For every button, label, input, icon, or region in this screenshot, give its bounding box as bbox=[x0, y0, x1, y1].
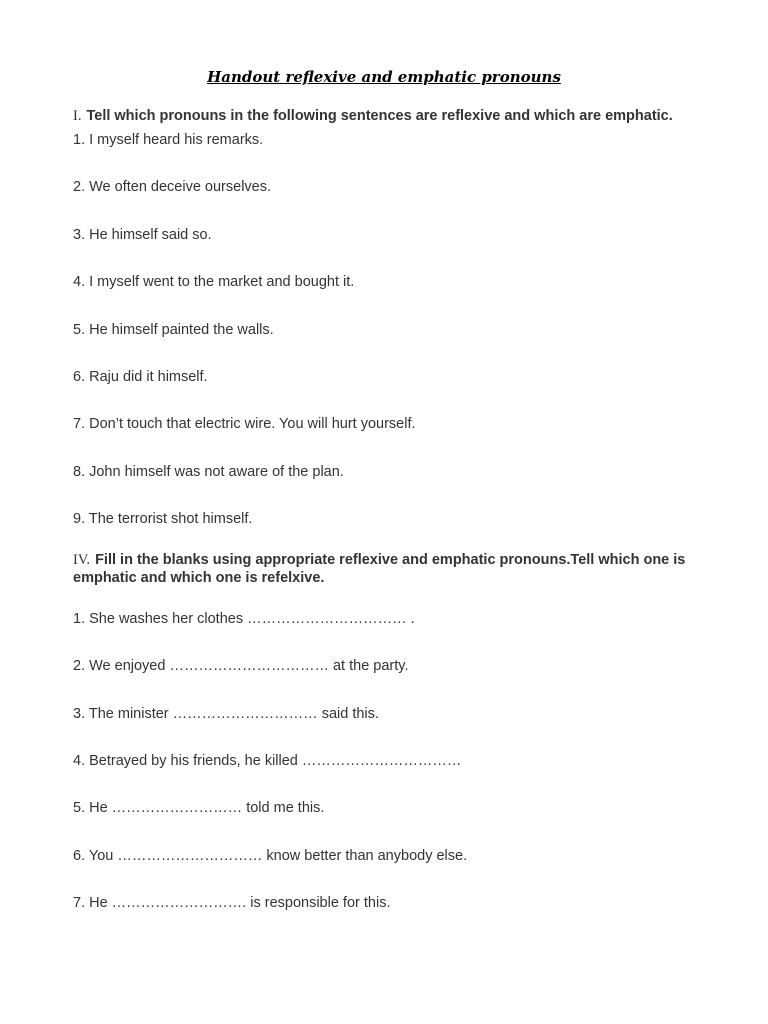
section-4-item: 1. She washes her clothes …………………………… . bbox=[73, 611, 415, 627]
page-title: Handout reflexive and emphatic pronouns bbox=[207, 68, 561, 86]
section-1-item: 2. We often deceive ourselves. bbox=[73, 179, 272, 195]
section-4-item: 3. The minister ………………………… said this. bbox=[73, 706, 379, 722]
section-4-instruction: Fill in the blanks using appropriate reflexive and emphatic pronouns.Tell which one is emphatic and which one is refelxive. bbox=[73, 552, 686, 586]
section-1-item: 6. Raju did it himself. bbox=[73, 369, 208, 385]
section-1-item: 1. I myself heard his remarks. bbox=[73, 132, 264, 148]
section-1-item: 7. Don’t touch that electric wire. You will hurt yourself. bbox=[73, 416, 416, 432]
section-1-item: 5. He himself painted the walls. bbox=[73, 322, 274, 338]
section-4-item: 6. You ………………………… know better than anybody else. bbox=[73, 848, 468, 864]
section-4-item: 7. He ………………………. is responsible for this. bbox=[73, 895, 391, 911]
section-1-item: 4. I myself went to the market and bought it. bbox=[73, 274, 355, 290]
section-4-item: 2. We enjoyed …………………………… at the party. bbox=[73, 658, 409, 674]
section-1-instruction: Tell which pronouns in the following sentences are reflexive and which are emphatic. bbox=[86, 108, 673, 124]
section-1-item: 3. He himself said so. bbox=[73, 227, 212, 243]
section-4-item: 4. Betrayed by his friends, he killed …………………………… bbox=[73, 753, 462, 769]
section-1-heading bbox=[73, 107, 695, 125]
section-1-item: 9. The terrorist shot himself. bbox=[73, 511, 253, 527]
section-4-heading bbox=[73, 551, 695, 587]
section-4-item: 5. He ……………………… told me this. bbox=[73, 800, 325, 816]
section-4-numeral: IV. bbox=[73, 552, 91, 568]
section-1-item: 8. John himself was not aware of the plan. bbox=[73, 464, 344, 480]
section-1-numeral: I. bbox=[73, 108, 82, 124]
